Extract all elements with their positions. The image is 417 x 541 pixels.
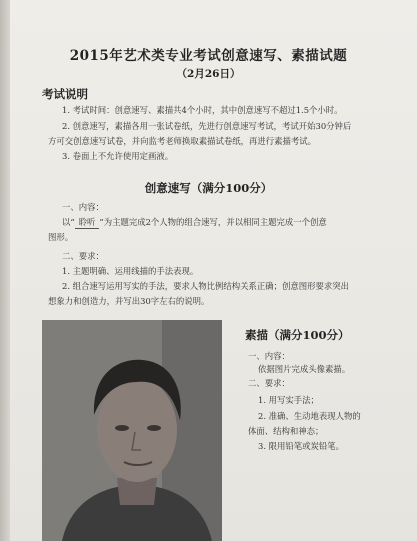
drawing-req-2: 2. 准确、生动地表现人物的	[258, 411, 361, 421]
drawing-req-1: 1. 用写实手法；	[258, 395, 319, 405]
exam-date: （2月26日）	[176, 68, 241, 80]
sketch-content-line	[62, 216, 327, 229]
sketch-content-line-2: 图形。	[48, 232, 74, 242]
sketch-content-suffix: ”为主题完成2个人物的组合速写，并以相同主题完成一个创意	[99, 217, 327, 227]
drawing-req-3: 体面、结构和神态；	[248, 426, 324, 436]
drawing-heading: 素描（满分100分）	[245, 328, 350, 342]
notice-line-3: 方可交创意速写试卷，并向监考老师换取素描试卷纸，再进行素描考试。	[48, 136, 316, 146]
sketch-heading: 创意速写（满分100分）	[144, 181, 273, 195]
drawing-req-4: 3. 限用铅笔或炭铅笔。	[258, 441, 345, 451]
sketch-content-prefix: 以“	[62, 217, 75, 227]
sketch-content-label: 一、内容：	[62, 202, 104, 212]
drawing-req-label: 二、要求：	[248, 378, 290, 388]
notice-line-4: 3. 卷面上不允许使用定画液。	[62, 151, 174, 161]
notice-line-1: 1. 考试时间：创意速写、素描共4个小时，其中创意速写不超过1.5个小时。	[62, 105, 343, 115]
notice-line-2: 2. 创意速写，素描各用一张试卷纸，先进行创意速写考试，考试开始30分钟后	[62, 121, 352, 131]
page-title: 2015年艺术类专业考试创意速写、素描试题	[69, 48, 348, 64]
sketch-req-3: 想象力和创造力，并写出30字左右的说明。	[48, 296, 210, 306]
sketch-req-2: 2. 组合速写运用写实的手法，要求人物比例结构关系正确；创意图形要求突出	[62, 281, 350, 291]
sketch-req-1: 1. 主题明确、运用线描的手法表现。	[62, 266, 199, 276]
drawing-content-label: 一、内容：	[248, 351, 290, 361]
binding-edge	[0, 0, 10, 541]
drawing-content-text: 依据图片完成头像素描。	[258, 364, 351, 374]
sketch-req-label: 二、要求：	[62, 251, 104, 261]
notice-heading: 考试说明	[42, 87, 88, 101]
reference-portrait-photo	[42, 320, 222, 541]
sketch-theme-word: 聆听	[75, 216, 100, 229]
